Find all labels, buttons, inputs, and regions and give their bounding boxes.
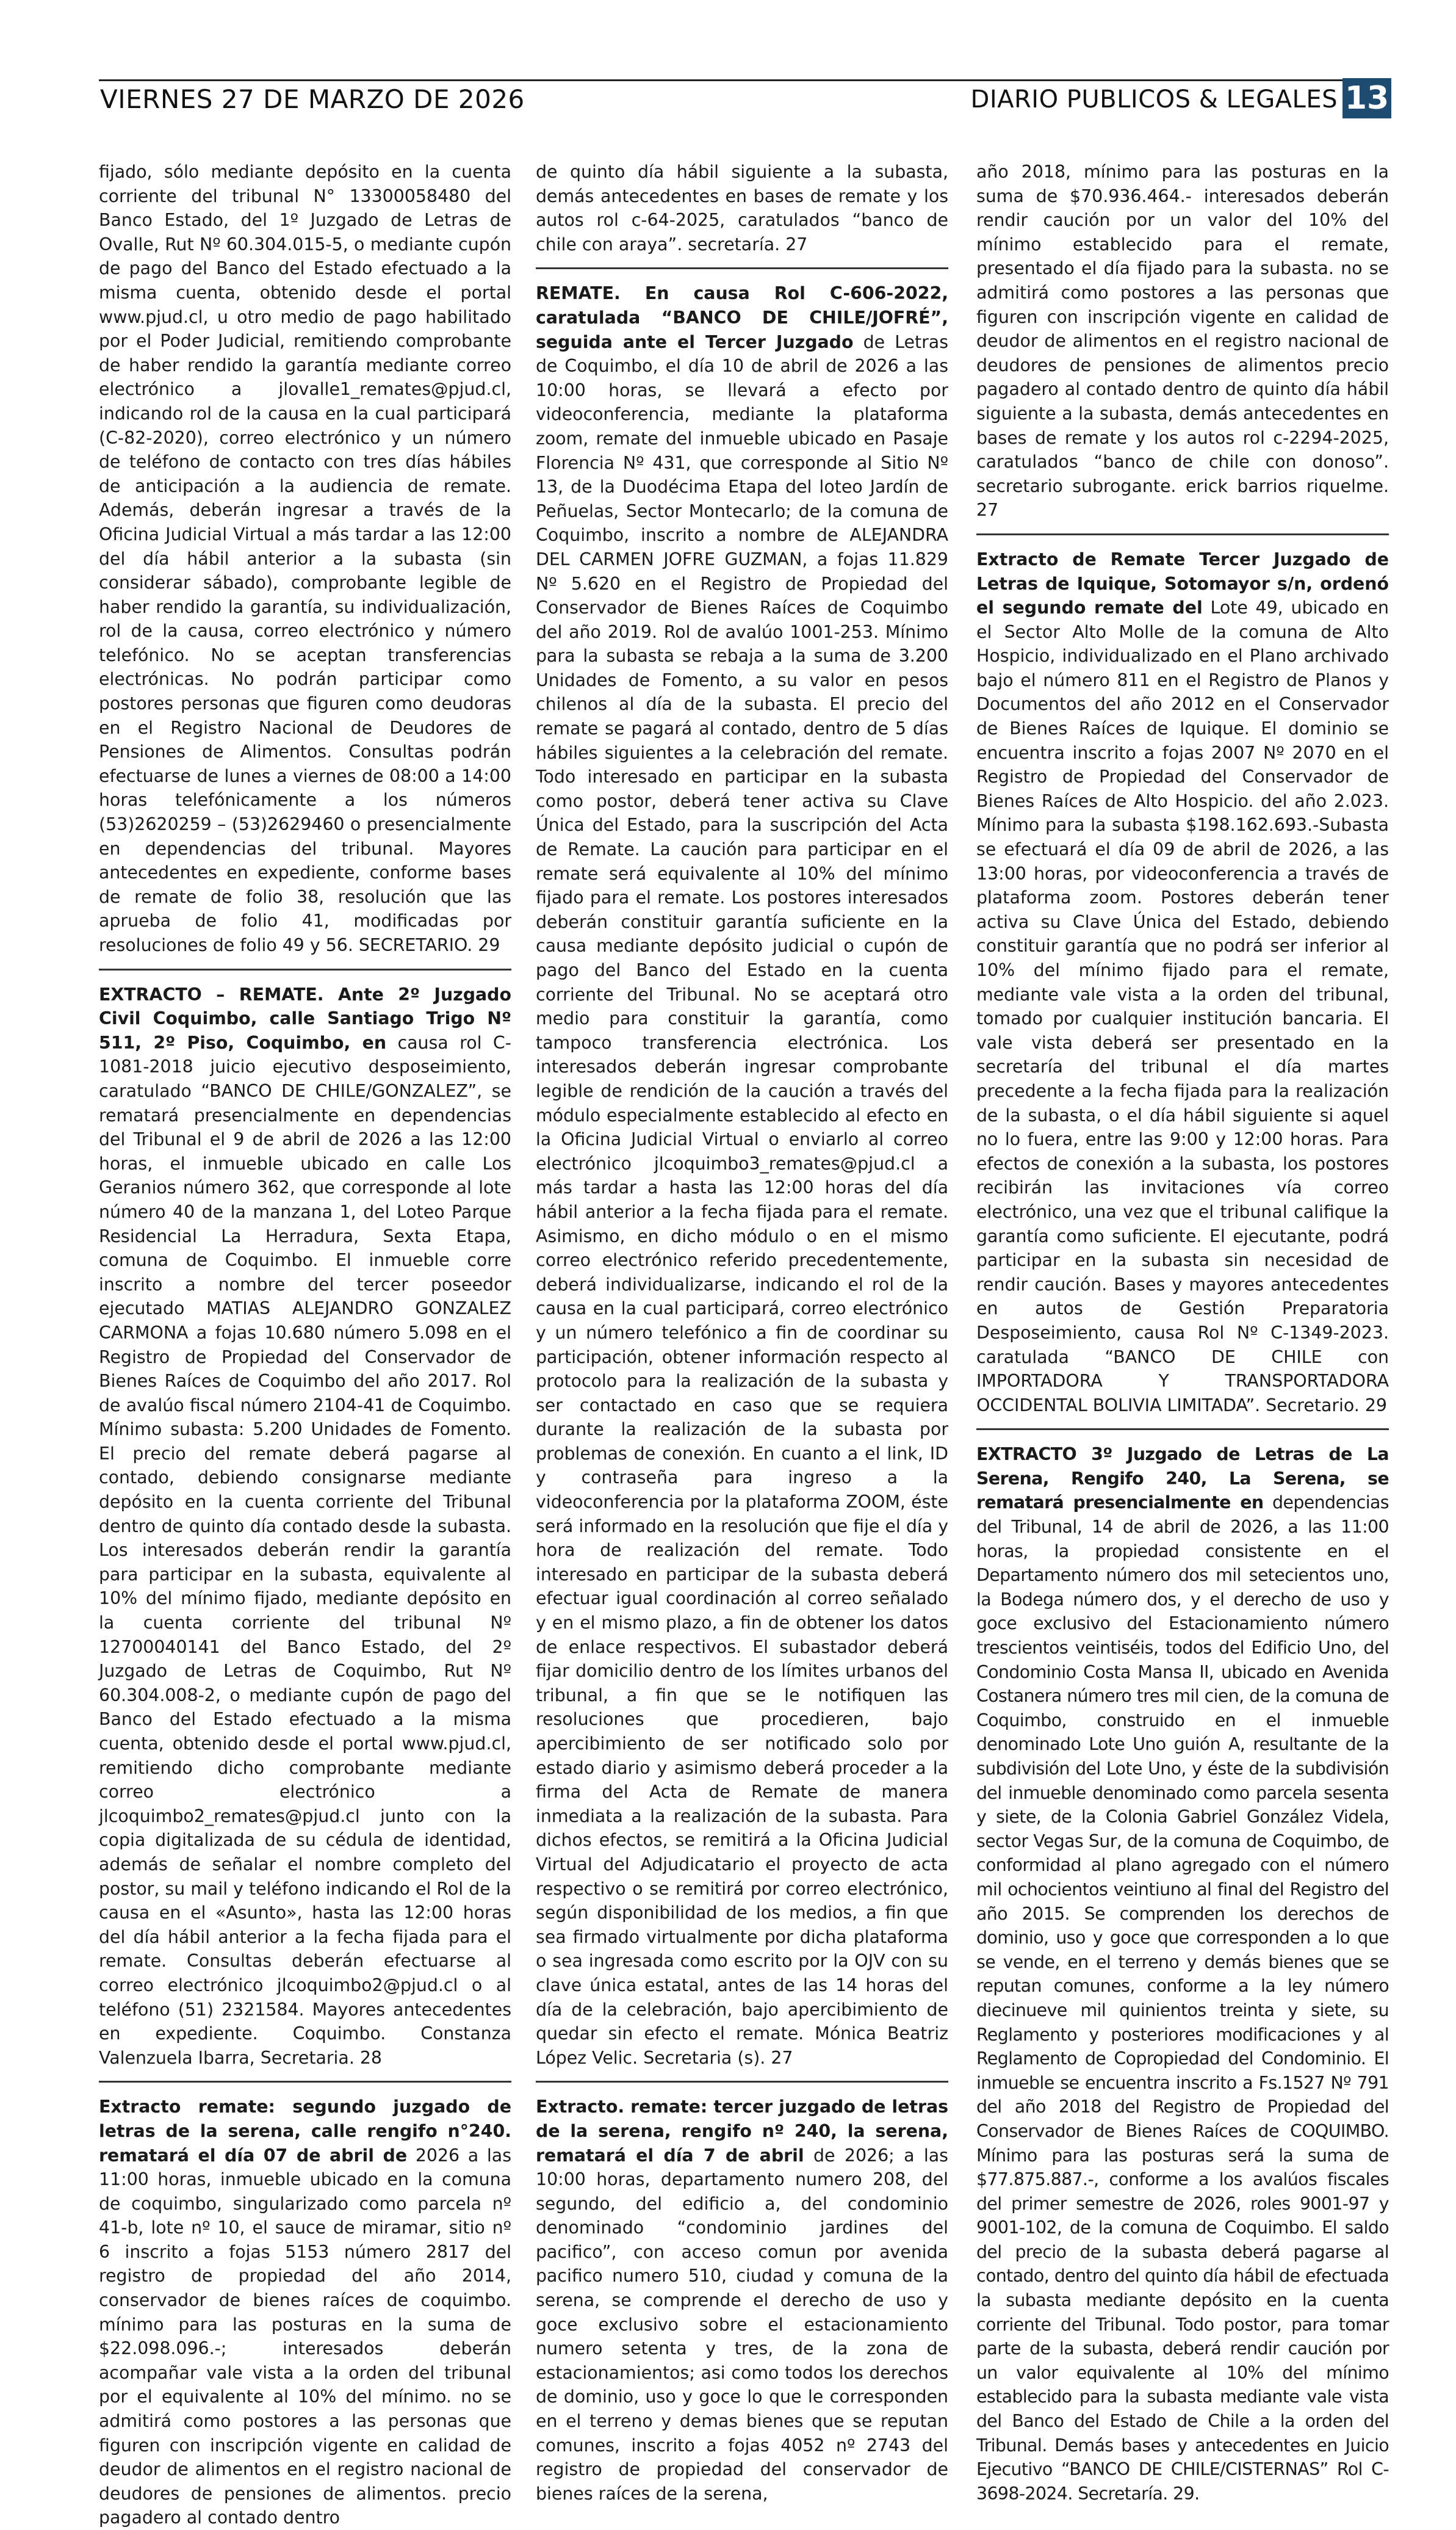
notice-lead: EXTRACTO – REMATE. Ante 2º Juzgado Civil Coquimbo, calle Santiago Trigo Nº 511, 2º Piso, Coquimbo, en xyxy=(99,984,511,1053)
notice-continuation xyxy=(99,160,511,958)
notice-remate-coquimbo-2 xyxy=(99,983,511,2070)
notice-remate-costa-mansa xyxy=(976,1442,1389,2506)
notice-remate-laserena-3 xyxy=(536,2095,948,2506)
page-number-badge: 13 xyxy=(1342,78,1391,118)
header-rule xyxy=(99,79,1391,81)
notice-lead: Extracto remate: segundo juzgado de letras de la serena, calle rengifo n°240. rematará el día 07 de abril de xyxy=(99,2097,511,2166)
notice-continuation xyxy=(536,160,948,256)
notice-divider xyxy=(536,2081,948,2083)
notice-body: de 2026; a las 10:00 horas, departamento numero 208, del segundo, del edificio a, del condominio denominado “condominio jardines del pacifico”, con acceso comun por avenida pacifico numero 510, ciudad y comuna de la serena, se comprende el derecho de uso y goce exclusivo sobre el estacionamiento numero setenta y tres, de la zona de estacionamientos; asi como todos los derechos de dominio, uso y goce lo que le corresponden en el terreno y demas bienes que se reputan comunes, inscrito a fojas 4052 nº 2743 del registro de propiedad del conservador de bienes raíces de la serena, xyxy=(536,2145,948,2504)
notice-remate-iquique xyxy=(976,548,1389,1417)
notice-body: de quinto día hábil siguiente a la subasta, demás antecedentes en bases de remate y los autos rol c-64-2025, caratulados “banco de chile con araya”. secretaría. 27 xyxy=(536,162,948,255)
publication-name: DIARIO PUBLICOS & LEGALES xyxy=(970,85,1338,114)
column-1 xyxy=(99,160,511,2528)
notice-lead: REMATE. En causa Rol C-606-2022, caratulada “BANCO DE CHILE/JOFRÉ”, seguida ante el Tercer Juzgado xyxy=(536,283,948,352)
notice-divider xyxy=(99,2081,511,2083)
notice-body: Lote 49, ubicado en el Sector Alto Molle de la comuna de Alto Hospicio, individualizado en el Plano archivado bajo el número 811 en el Registro de Planos y Documentos del año 2012 en el Conservador de Bienes Raíces de Iquique. El dominio se encuentra inscrito a fojas 2007 Nº 2070 en el Registro de Propiedad del Conservador de Bienes Raíces de Alto Hospicio. del año 2.023. Mínimo para la subasta $198.162.693.-Subasta se efectuará el día 09 de abril de 2026, a las 13:00 horas, por videoconferencia a través de plataforma zoom. Postores deberán tener activa su Clave Única del Estado, debiendo constituir garantía que no podrá ser inferior al 10% del mínimo fijado para el remate, mediante vale vista a la orden del tribunal, tomado por cualquier institución bancaria. El vale vista deberá ser presentado en la secretaría del tribunal el día martes precedente a la fecha fijada para la realización de la subasta, o el día hábil siguiente si aquel no lo fuera, entre las 9:00 y 12:00 horas. Para efectos de conexión a la subasta, los postores recibirán las invitaciones vía correo electrónico, una vez que el tribunal califique la garantía como suficiente. El ejecutante, podrá participar en la subasta sin necesidad de rendir caución. Bases y mayores antecedentes en autos de Gestión Preparatoria Desposeimiento, causa Rol Nº C-1349-2023. caratulada “BANCO DE CHILE con IMPORTADORA Y TRANSPORTADORA OCCIDENTAL BOLIVIA LIMITADA”. Secretario. 29 xyxy=(976,598,1389,1415)
notice-body: de Letras de Coquimbo, el día 10 de abril de 2026 a las 10:00 horas, se llevará a efecto por videoconferencia, mediante la plataforma zoom, remate del inmueble ubicado en Pasaje Florencia Nº 431, que corresponde al Sitio Nº 13, de la Duodécima Etapa del loteo Jardín de Peñuelas, Sector Montecarlo; de la comuna de Coquimbo, inscrito a nombre de ALEJANDRA DEL CARMEN JOFRE GUZMAN, a fojas 11.829 Nº 5.620 en el Registro de Propiedad del Conservador de Bienes Raíces de Coquimbo del año 2019. Rol de avalúo 1001-253. Mínimo para la subasta se rebaja a la suma de 3.200 Unidades de Fomento, a su valor en pesos chilenos al día de la subasta. El precio del remate se pagará al contado, dentro de 5 días hábiles siguientes a la celebración del remate. Todo interesado en participar en la subasta como postor, deberá tener activa su Clave Única del Estado, para la suscripción del Acta de Remate. La caución para participar en el remate será equivalente al 10% del mínimo fijado para el remate. Los postores interesados deberán constituir garantía suficiente en la causa mediante depósito judicial o cupón de pago del Banco del Estado en la cuenta corriente del Tribunal. No se aceptará otro medio para constituir la garantía, como tampoco transferencia electrónica. Los interesados deberán ingresar comprobante legible de rendición de la caución a través del módulo especialmente establecido al efecto en la Oficina Judicial Virtual o enviarlo al correo electrónico jlcoquimbo3_remates@pjud.cl a más tardar a hasta las 12:00 horas del día hábil anterior a la fecha fijada para el remate. Asimismo, en dicho módulo o en el mismo correo electrónico referido precedentemente, deberá individualizarse, indicando el rol de la causa en la cual participará, correo electrónico y un número telefónico a fin de coordinar su participación, obtener información respecto al protocolo para la realización de la subasta y ser contactado en caso que se requiera durante la realización de la subasta por problemas de conexión. En cuanto a el link, ID y contraseña para ingreso a la videoconferencia por la plataforma ZOOM, éste será informado en la resolución que fije el día y hora de realización del remate. Todo interesado en participar de la subasta deberá efectuar igual coordinación al correo señalado y en el mismo plazo, a fin de obtener los datos de enlace respectivos. El subastador deberá fijar domicilio dentro de los límites urbanos del tribunal, a fin que se le notifiquen las resoluciones que procedieren, bajo apercibimiento de ser notificado solo por estado diario y asimismo deberá proceder a la firma del Acta de Remate de manera inmediata a la realización de la subasta. Para dichos efectos, se remitirá a la Oficina Judicial Virtual del Adjudicatario el proyecto de acta respectivo o se remitirá por correo electrónico, según disponibilidad de los medios, a fin que sea firmado virtualmente por dicha plataforma o sea ingresada como escrito por la OJV con su clave única estatal, antes de las 14 horas del día de la celebración, bajo apercibimiento de quedar sin efecto el remate. Mónica Beatriz López Velic. Secretaria (s). 27 xyxy=(536,331,948,2068)
notice-lead: Extracto. remate: tercer juzgado de letras de la serena, rengifo nº 240, la serena, rematará el día 7 de abril xyxy=(536,2097,948,2166)
notice-divider xyxy=(976,533,1389,535)
notice-body: fijado, sólo mediante depósito en la cuenta corriente del tribunal N° 13300058480 del Banco Estado, del 1º Juzgado de Letras de Ovalle, Rut Nº 60.304.015-5, o mediante cupón de pago del Banco del Estado efectuado a la misma cuenta, obtenido desde el portal www.pjud.cl, u otro medio de pago habilitado por el Poder Judicial, remitiendo comprobante de haber rendido la garantía mediante correo electrónico a jlovalle1_remates@pjud.cl, indicando rol de la causa en la cual participará (C-82-2020), correo electrónico y un número de teléfono de contacto con tres días hábiles de anticipación a la audiencia de remate. Además, deberán ingresar a través de la Oficina Judicial Virtual a más tardar a las 12:00 del día hábil anterior a la subasta (sin considerar sábado), comprobante legible de haber rendido la garantía, su individualización, rol de la causa, correo electrónico y número telefónico. No se aceptan transferencias electrónicas. No podrán participar como postores personas que figuren como deudoras en el Registro Nacional de Deudores de Pensiones de Alimentos. Consultas podrán efectuarse de lunes a viernes de 08:00 a 14:00 horas telefónicamente a los números (53)2620259 – (53)2629460 o presencialmente en dependencias del tribunal. Mayores antecedentes en expediente, conforme bases de remate de folio 38, resolución que las aprueba de folio 41, modificadas por resoluciones de folio 49 y 56. SECRETARIO. 29 xyxy=(99,162,511,955)
notice-continuation xyxy=(976,160,1389,522)
issue-date: VIERNES 27 DE MARZO DE 2026 xyxy=(100,84,525,114)
notice-body: 2026 a las 11:00 horas, inmueble ubicado en la comuna de coquimbo, singularizado como parcela nº 41-b, lote nº 10, el sauce de miramar, sitio nº 6 inscrito a fojas 5153 número 2817 del registro de propiedad del año 2014, conservador de bienes raíces de coquimbo. mínimo para las posturas en la suma de $22.098.096.-; interesados deberán acompañar vale vista a la orden del tribunal por el equivalente al 10% del mínimo. no se admitirá como postores a las personas que figuren con inscripción vigente en calidad de deudor de alimentos en el registro nacional de deudores de pensiones de alimentos. precio pagadero al contado dentro xyxy=(99,2145,511,2528)
notice-body: dependencias del Tribunal, 14 de abril de 2026, a las 11:00 horas, la propiedad consistente en el Departamento número dos mil setecientos uno, la Bodega número dos, y el derecho de uso y goce exclusivo del Estacionamiento número trescientos veintiséis, todos del Edificio Uno, del Condominio Costa Mansa II, ubicado en Avenida Costanera número tres mil cien, de la comuna de Coquimbo, construido en el inmueble denominado Lote Uno guión A, resultante de la subdivisión del Lote Uno, y éste de la subdivisión del inmueble denominado como parcela sesenta y siete, de la Colonia Gabriel González Videla, sector Vegas Sur, de la comuna de Coquimbo, de conformidad al plano agregado con el número mil ochocientos veintiuno al final del Registro del año 2015. Se comprenden los derechos de dominio, uso y goce que corresponden a lo que se vende, en el terreno y demás bienes que se reputan comunes, conforme a la ley número diecinueve mil quinientos treinta y siete, su Reglamento y posteriores modificaciones y al Reglamento de Copropiedad del Condominio. El inmueble se encuentra inscrito a Fs.1527 Nº 791 del año 2018 del Registro de Propiedad del Conservador de Bienes Raíces de COQUIMBO. Mínimo para las posturas será la suma de $77.875.887.-, conforme a los avalúos fiscales del primer semestre de 2026, roles 9001-97 y 9001-102, de la comuna de Coquimbo. El saldo del precio de la subasta deberá pagarse al contado, dentro del quinto día hábil de efectuada la subasta mediante depósito en la cuenta corriente del Tribunal. Todo postor, para tomar parte de la subasta, deberá rendir caución por un valor equivalente al 10% del mínimo establecido para la subasta mediante vale vista del Banco del Estado de Chile a la orden del Tribunal. Demás bases y antecedentes en Juicio Ejecutivo “BANCO DE CHILE/CISTERNAS” Rol C-3698-2024. Secretaría. 29. xyxy=(976,1492,1389,2504)
notice-remate-laserena-2 xyxy=(99,2095,511,2530)
column-2 xyxy=(536,160,948,2504)
notice-divider xyxy=(536,267,948,269)
page-header xyxy=(99,76,1391,120)
notice-body: año 2018, mínimo para las posturas en la suma de $70.936.464.- interesados deberán rendir caución por un valor del 10% del mínimo establecido para el remate, presentado el día fijado para la subasta. no se admitirá como postores a las personas que figuren con inscripción vigente en calidad de deudor de alimentos en el registro nacional de deudores de pensiones de alimentos precio pagadero al contado dentro de quinto día hábil siguiente a la subasta, demás antecedentes en bases de remate y los autos rol c-2294-2025, caratulados “banco de chile con donoso”. secretario subrogante. erick barrios riquelme. 27 xyxy=(976,162,1389,521)
column-3 xyxy=(976,160,1389,2504)
notice-remate-jofre xyxy=(536,281,948,2070)
notice-divider xyxy=(976,1428,1389,1430)
notice-body: causa rol C-1081-2018 juicio ejecutivo desposeimiento, caratulado “BANCO DE CHILE/GONZALEZ”, se rematará presencialmente en dependencias del Tribunal el 9 de abril de 2026 a las 12:00 horas, el inmueble ubicado en calle Los Geranios número 362, que corresponde al lote número 40 de la manzana 1, del Loteo Parque Residencial La Herradura, Sexta Etapa, comuna de Coquimbo. El inmueble corre inscrito a nombre del tercer poseedor ejecutado MATIAS ALEJANDRO GONZALEZ CARMONA a fojas 10.680 número 5.098 en el Registro de Propiedad del Conservador de Bienes Raíces de Coquimbo del año 2017. Rol de avalúo fiscal número 2104-41 de Coquimbo. Mínimo subasta: 5.200 Unidades de Fomento. El precio del remate deberá pagarse al contado, debiendo consignarse mediante depósito en la cuenta corriente del Tribunal dentro de quinto día contado desde la subasta. Los interesados deberán rendir la garantía para participar en la subasta, equivalente al 10% del mínimo fijado, mediante depósito en la cuenta corriente del tribunal Nº 12700040141 del Banco Estado, del 2º Juzgado de Letras de Coquimbo, Rut Nº 60.304.008-2, o mediante cupón de pago del Banco del Estado efectuado a la misma cuenta, obtenido desde el portal www.pjud.cl, remitiendo dicho comprobante mediante correo electrónico a jlcoquimbo2_remates@pjud.cl junto con la copia digitalizada de su cédula de identidad, además de señalar el nombre completo del postor, su mail y teléfono indicando el Rol de la causa en el «Asunto», hasta las 12:00 horas del día hábil anterior a la fecha fijada para el remate. Consultas deberán efectuarse al correo electrónico jlcoquimbo2@pjud.cl o al teléfono (51) 2321584. Mayores antecedentes en expediente. Coquimbo. Constanza Valenzuela Ibarra, Secretaria. 28 xyxy=(99,1032,511,2068)
notice-lead: EXTRACTO 3º Juzgado de Letras de La Serena, Rengifo 240, La Serena, se rematará presencialmente en xyxy=(976,1444,1389,1513)
notice-divider xyxy=(99,969,511,970)
notice-lead: Extracto de Remate Tercer Juzgado de Letras de Iquique, Sotomayor s/n, ordenó el segundo remate del xyxy=(976,549,1389,618)
